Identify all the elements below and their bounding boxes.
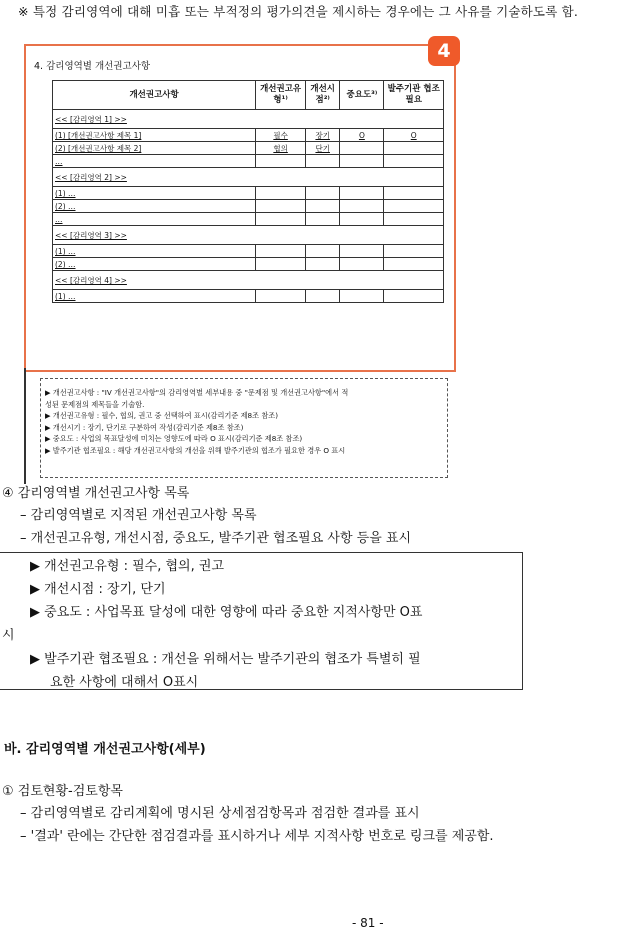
top-note: ※ 특정 감리영역에 대해 미흡 또는 부적정의 평가의견을 제시하는 경우에는 그 사유를 기술하도록 함. [18, 4, 579, 19]
area-row [53, 226, 444, 245]
value-cell [384, 187, 444, 200]
box-item: ▶ 발주기관 협조필요 : 개선을 위해서는 발주기관의 협조가 특별히 필 [30, 652, 421, 667]
table-row [53, 213, 444, 226]
value-cell [384, 155, 444, 168]
value-cell [384, 258, 444, 271]
area-row [53, 271, 444, 290]
recommendation-cell: (2) [개선권고사항 제목 2] [53, 142, 256, 155]
table-row [53, 155, 444, 168]
legend-line: ▶ 발주기관 협조필요 : 해당 개선권고사항의 개선을 위해 발주기관의 협조가 필요한 경우 O 표시 [45, 445, 346, 455]
value-cell [306, 155, 340, 168]
value-cell [256, 213, 306, 226]
legend-line: ▶ 개선권고사항 : "IV 개선권고사항"의 감리영역별 세부내용 중 "문제점 및 개선권고사항"에서 적 [45, 388, 349, 397]
legend-line: 성된 문제점의 제목들을 기술함. [45, 399, 145, 409]
section-b-bullet: – 감리영역별로 감리계획에 명시된 상세점검항목과 점검한 결과를 표시 [20, 806, 420, 821]
value-cell: 단기 [306, 142, 340, 155]
box-item: 시 [2, 628, 15, 643]
recommendation-cell: (1) [개선권고사항 제목 1] [53, 129, 256, 142]
page-number: - 81 - [352, 916, 384, 930]
value-cell: O [384, 129, 444, 142]
value-cell: 협의 [256, 142, 306, 155]
recommendation-cell: … [53, 155, 256, 168]
table-row [53, 142, 444, 155]
table-row [53, 290, 444, 303]
legend-line: ▶ 중요도 : 사업의 목표달성에 미치는 영향도에 따라 O 표시(감리기준 제8조 참조) [45, 434, 303, 443]
col-header-importance: 중요도³⁾ [340, 81, 384, 110]
value-cell: 장기 [306, 129, 340, 142]
value-cell [256, 258, 306, 271]
section-b-bullet: – '결과' 란에는 간단한 점검결과를 표시하거나 세부 지적사항 번호로 링크를 제공함. [20, 829, 494, 844]
section4-bullet: – 감리영역별로 지적된 개선권고사항 목록 [20, 508, 257, 523]
recommendation-table [52, 80, 444, 303]
value-cell [306, 213, 340, 226]
recommendation-cell: (1) … [53, 245, 256, 258]
value-cell [384, 200, 444, 213]
legend-line: ▶ 개선권고유형 : 필수, 협의, 권고 중 선택하여 표시(감리기준 제8조 참조) [45, 411, 279, 420]
value-cell [340, 200, 384, 213]
col-header-type: 개선권고유형¹⁾ [256, 81, 306, 110]
value-cell: 필수 [256, 129, 306, 142]
box-item: ▶ 개선시점 : 장기, 단기 [30, 582, 166, 597]
value-cell [256, 187, 306, 200]
recommendation-cell: (1) … [53, 290, 256, 303]
area-label: << [감리영역 1] >> [53, 110, 444, 129]
step-badge: 4 [428, 36, 460, 66]
value-cell [384, 245, 444, 258]
recommendation-cell: (2) … [53, 258, 256, 271]
box-item: 요한 사항에 대해서 O표시 [50, 675, 199, 690]
value-cell [256, 200, 306, 213]
col-header-timing: 개선시점²⁾ [306, 81, 340, 110]
value-cell [306, 258, 340, 271]
recommendation-cell: (1) … [53, 187, 256, 200]
section-b-title: 바. 감리영역별 개선권고사항(세부) [4, 742, 206, 757]
area-label: << [감리영역 2] >> [53, 168, 444, 187]
area-row [53, 110, 444, 129]
box-item: ▶ 개선권고유형 : 필수, 협의, 권고 [30, 559, 224, 574]
area-row [53, 168, 444, 187]
value-cell [306, 245, 340, 258]
area-label: << [감리영역 4] >> [53, 271, 444, 290]
table-row [53, 129, 444, 142]
example-figure [24, 44, 456, 372]
value-cell [340, 142, 384, 155]
value-cell [340, 187, 384, 200]
col-header-cooperation: 발주기관 협조필요 [384, 81, 444, 110]
value-cell [256, 155, 306, 168]
value-cell [340, 290, 384, 303]
table-row [53, 245, 444, 258]
legend-line: ▶ 개선시기 : 장기, 단기로 구분하여 작성(감리기준 제8조 참조) [45, 422, 244, 432]
value-cell: O [340, 129, 384, 142]
col-header-recommendation: 개선권고사항 [53, 81, 256, 110]
figure-title: 4. 감리영역별 개선권고사항 [34, 61, 151, 72]
value-cell [256, 290, 306, 303]
value-cell [384, 290, 444, 303]
table-row [53, 200, 444, 213]
table-row [53, 187, 444, 200]
value-cell [306, 187, 340, 200]
figure-side-rule [24, 368, 26, 484]
value-cell [340, 213, 384, 226]
section-b-sub: ① 검토현황-검토항목 [2, 784, 123, 799]
section4-heading: ④ 감리영역별 개선권고사항 목록 [2, 486, 190, 501]
value-cell [340, 245, 384, 258]
box-item: ▶ 중요도 : 사업목표 달성에 대한 영향에 따라 중요한 지적사항만 O표 [30, 605, 423, 620]
recommendation-cell: … [53, 213, 256, 226]
table-row [53, 258, 444, 271]
value-cell [384, 213, 444, 226]
area-label: << [감리영역 3] >> [53, 226, 444, 245]
value-cell [340, 258, 384, 271]
value-cell [306, 290, 340, 303]
recommendation-cell: (2) … [53, 200, 256, 213]
value-cell [384, 142, 444, 155]
section4-bullet: – 개선권고유형, 개선시점, 중요도, 발주기관 협조필요 사항 등을 표시 [20, 531, 412, 546]
value-cell [256, 245, 306, 258]
value-cell [340, 155, 384, 168]
figure-legend [40, 378, 448, 478]
value-cell [306, 200, 340, 213]
